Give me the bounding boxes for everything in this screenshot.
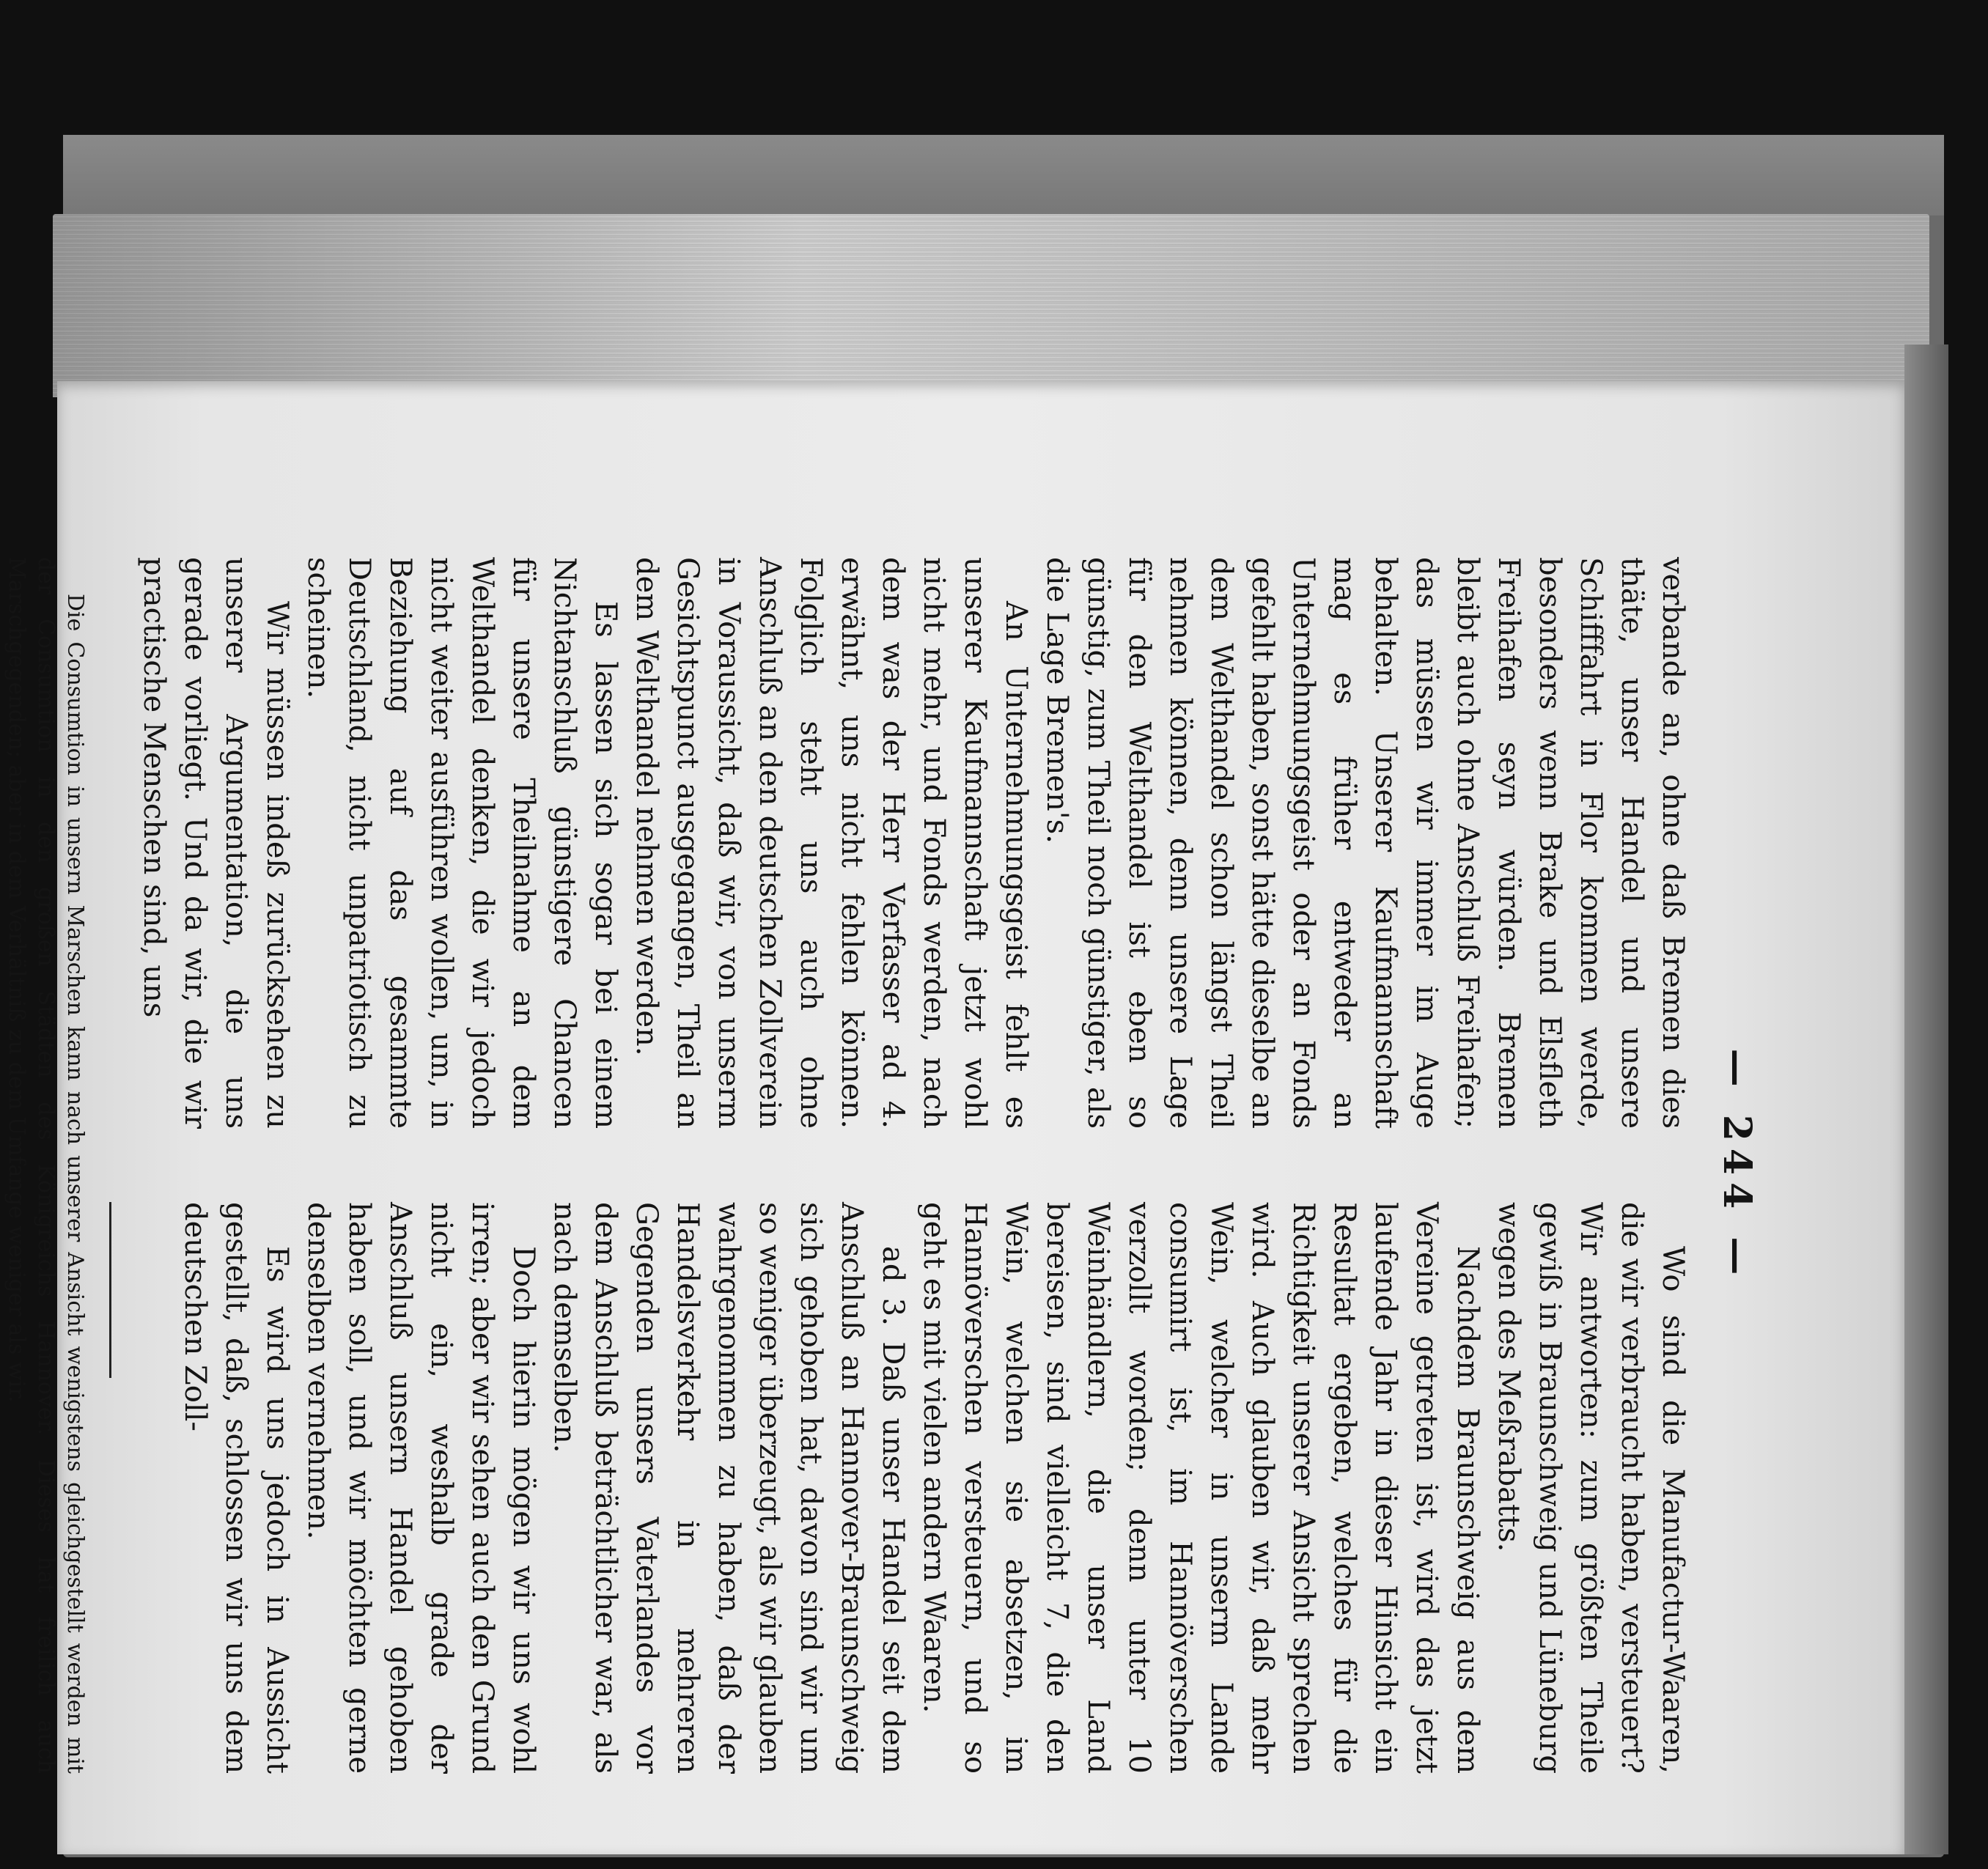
footnotes <box>0 557 89 1774</box>
paragraph: Nachdem Braunschweig aus dem Vereine getreten ist, wird das jetzt laufende Jahr in dieser Hinsicht ein Resultat ergeben, welches für die Richtigkeit unserer Ansicht sprechen wird. Auch glauben wir, daß mehr Wein, welcher in unserm Lande consumirt ist, im Hannöverschen verzollt worden; denn unter 10 Weinhändlern, die unser Land bereisen, sind vielleicht 7, die den Wein, welchen sie absetzen, im Hannöverschen versteuern, und so geht es mit vielen andern Waaren. <box>917 1202 1484 1774</box>
page-text-rotated <box>4 557 1759 1774</box>
paragraph: verbande an, ohne daß Bremen dies thäte, unser Handel und unsere Schifffahrt in Flor kommen werde, besonders wenn Brake und Elsfleth Freihafen seyn würden. Bremen bleibt auch ohne Anschluß Freihafen; das müssen wir immer im Auge behalten. Unserer Kaufmannschaft mag es früher entweder an Unternehmungsgeist oder an Fonds gefehlt haben, sonst hätte dieselbe an dem Welthandel schon längst Theil nehmen können, denn unsere Lage für den Welthandel ist eben so günstig, zum Theil noch günstiger, als die Lage Bremen's. <box>1040 557 1690 1129</box>
paragraph: Doch hierin mögen wir uns wohl irren; aber wir sehen auch den Grund nicht ein, weshalb grade der Anschluß unsern Handel gehoben haben soll, und wir möchten gerne denselben vernehmen. <box>301 1202 540 1774</box>
footnote-divider <box>109 1202 111 1378</box>
page-edges-shadow <box>53 214 1929 397</box>
paragraph: Wir müssen indeß zurücksehen zu unserer Argumentation, die uns gerade vorliegt. Und da wir, die wir practische Menschen sind, uns <box>137 557 294 1129</box>
paragraph: ad 3. Daß unser Handel seit dem Anschluß an Hannover-Braunschweig sich gehoben hat, davon sind wir um so weniger überzeugt, als wir glauben wahrgenommen zu haben, daß der Handelsverkehr in mehreren Gegenden unsers Vaterlandes vor dem Anschluß beträchtlicher war, als nach demselben. <box>548 1202 910 1774</box>
text-column-right <box>174 1202 1693 1774</box>
paragraph: An Unternehmungsgeist fehlt es unserer Kaufmannschaft jetzt wohl nicht mehr, und Fonds werden, nach dem was der Herr Verfasser ad 4. erwähnt, uns nicht fehlen können. Folglich steht uns auch ohne Anschluß an den deutschen Zollverein in Voraussicht, daß wir, von unserm Gesichtspunct ausgegangen, Theil an dem Welthandel nehmen werden. <box>630 557 1033 1129</box>
paragraph: Wo sind die Manufactur-Waaren, die wir verbraucht haben, versteuert? Wir antworten: zum größten Theile gewiß in Braunschweig und Lüneburg wegen des Meßrabatts. <box>1492 1202 1690 1774</box>
footnote: Die Consumtion in unsern Marschen kann nach unserer Ansicht wenigstens gleichgestellt werden mit der Consumtion in den großen Städten des Königreichs Hannover. Dieses hat freilich auch Marschgegenden; aber in dem Verhältniß zu dem Umfange weniger als wir. <box>4 557 88 1774</box>
page-number: — 244 — <box>1715 1048 1759 1283</box>
book-cover-edge <box>63 135 1944 215</box>
book-spine <box>1904 344 1948 1854</box>
paragraph: Es lassen sich sogar bei einem Nichtanschluß günstigere Chancen für unsere Theilnahme an dem Welthandel denken, die wir jedoch nicht weiter ausführen wollen, um, in Beziehung auf das gesammte Deutschland, nicht unpatriotisch zu scheinen. <box>301 557 622 1129</box>
text-column-left <box>133 557 1693 1129</box>
paragraph: Es wird uns jedoch in Aussicht gestellt, daß, schlossen wir uns dem deutschen Zoll- <box>178 1202 294 1774</box>
footnote <box>0 557 1 1774</box>
